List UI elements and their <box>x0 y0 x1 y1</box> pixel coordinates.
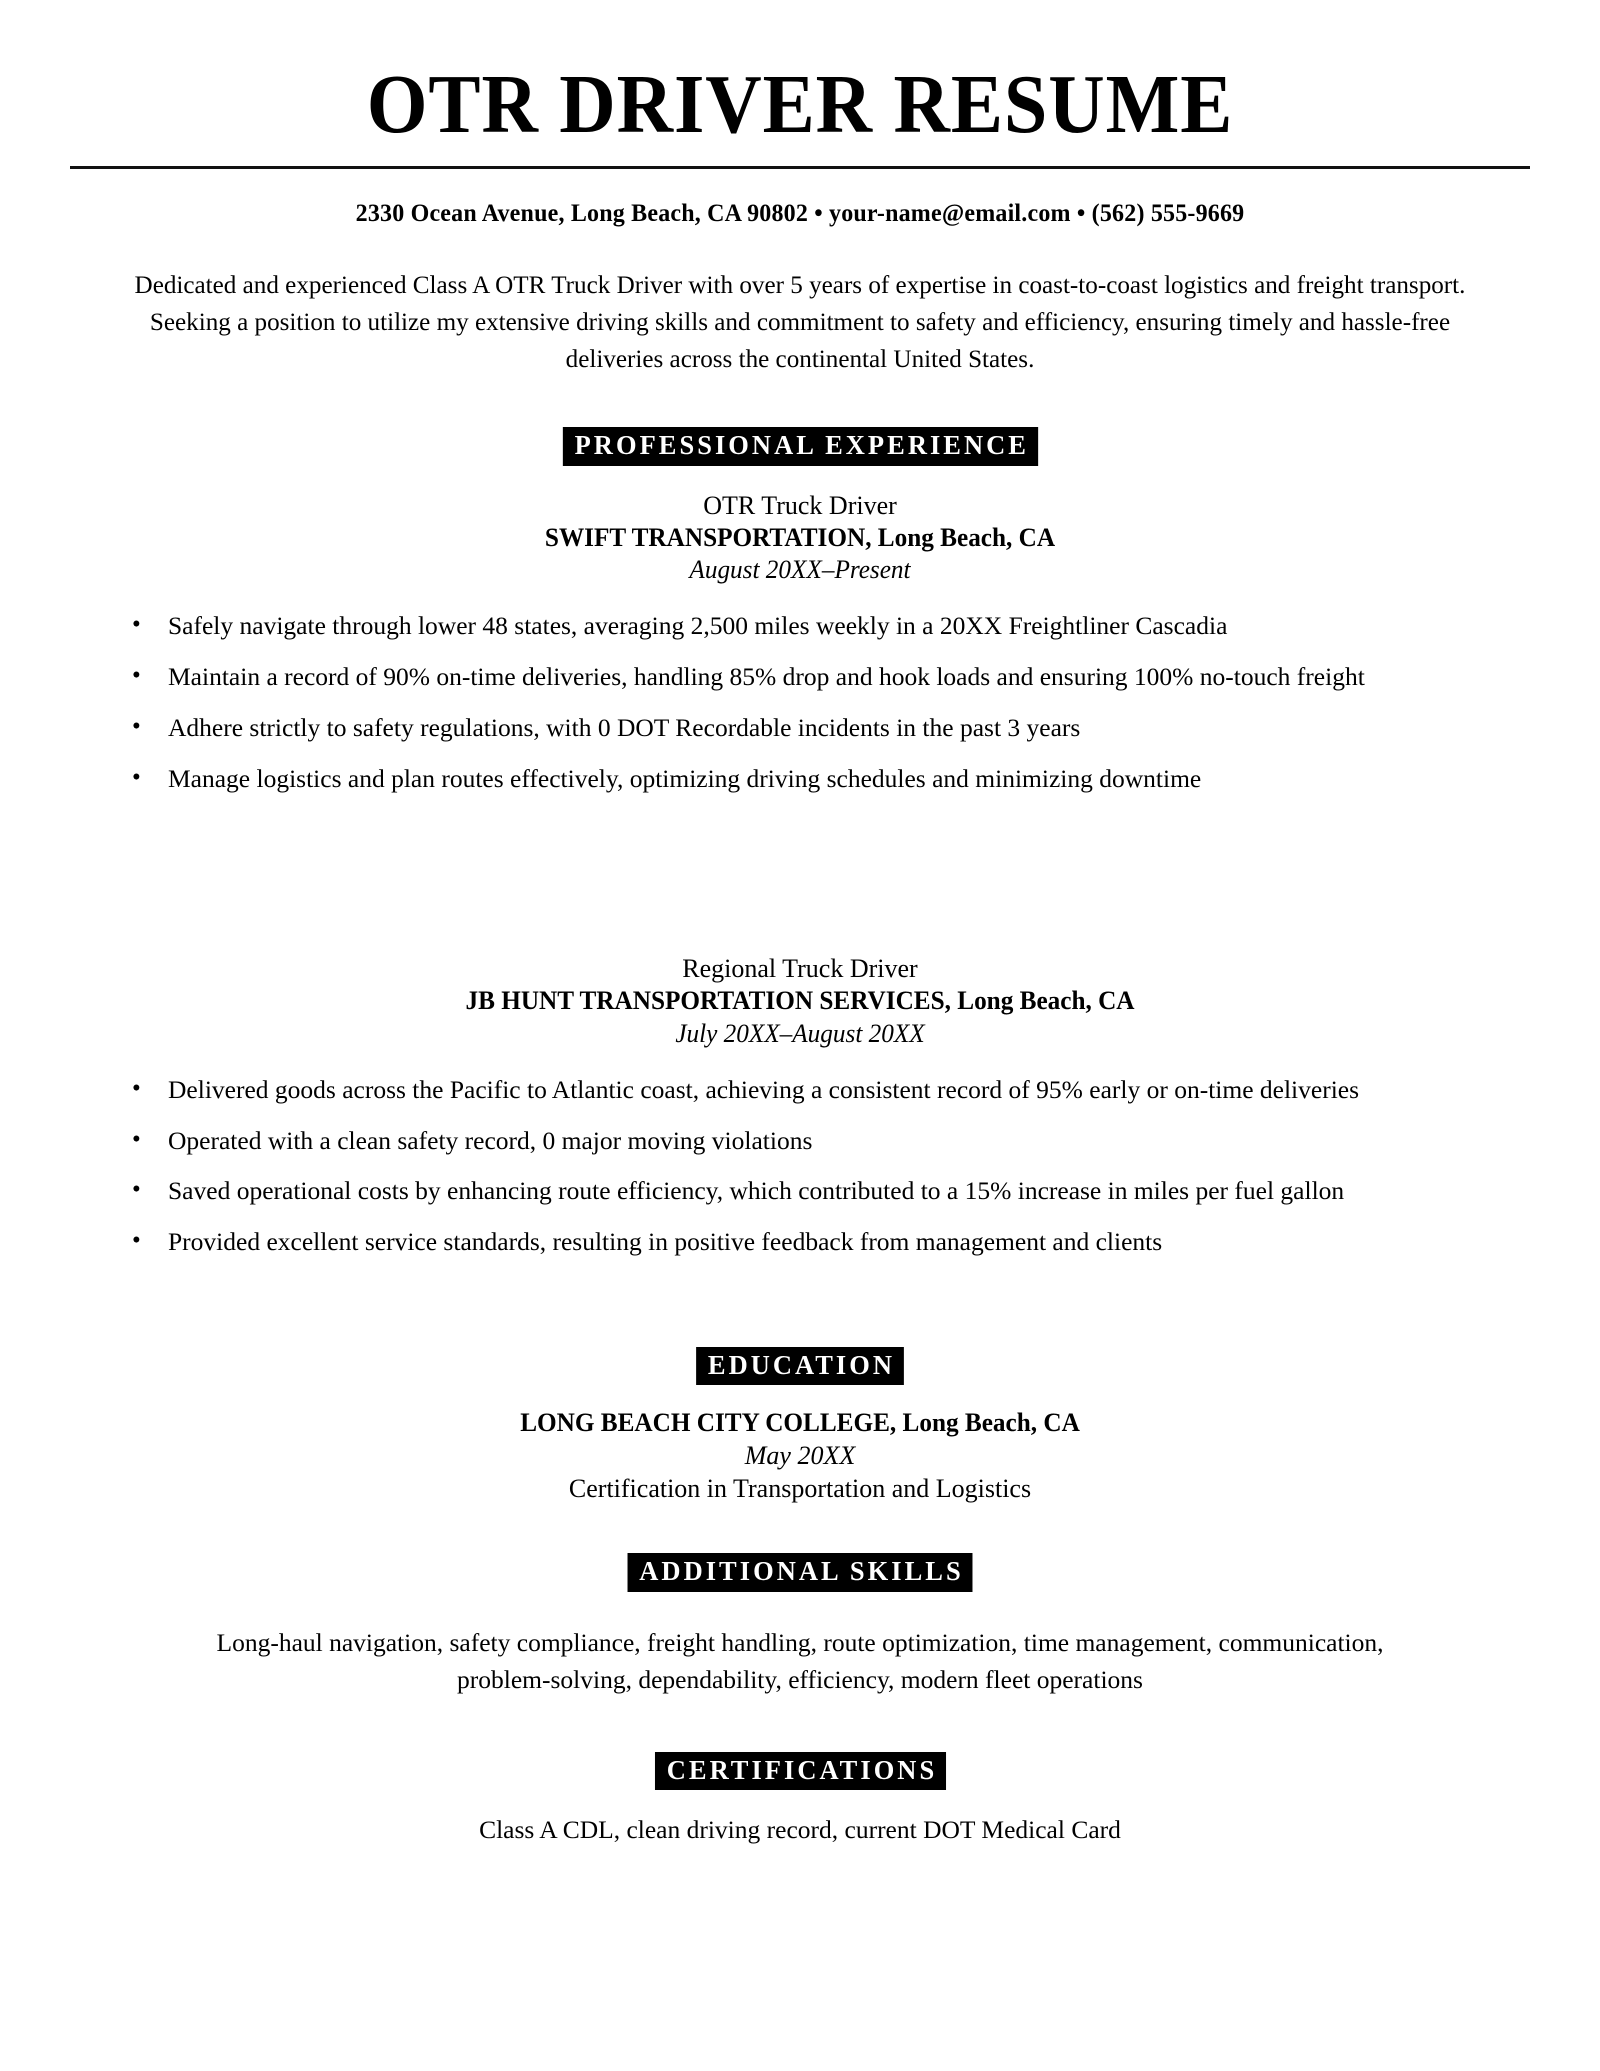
section-education <box>70 1347 1530 1385</box>
list-item: • Provided excellent service standards, resulting in positive feedback from management and clients <box>70 1224 1530 1261</box>
page-title: OTR DRIVER RESUME <box>366 58 1234 151</box>
education-date: May 20XX <box>744 1440 856 1470</box>
education-school: LONG BEACH CITY COLLEGE, Long Beach, CA <box>520 1408 1080 1438</box>
job-entry-2 <box>70 953 1530 1050</box>
list-item: • Maintain a record of 90% on-time deliveries, handling 85% drop and hook loads and ensuring 100% no-touch freight <box>70 659 1530 696</box>
job-bullets-2 <box>70 1072 1530 1261</box>
list-item: • Safely navigate through lower 48 states, averaging 2,500 miles weekly in a 20XX Freightliner Cascadia <box>70 608 1530 645</box>
job-company: JB HUNT TRANSPORTATION SERVICES, Long Beach, CA <box>465 986 1135 1016</box>
job-bullets-1 <box>70 608 1530 797</box>
list-item: • Adhere strictly to safety regulations, with 0 DOT Recordable incidents in the past 3 years <box>70 710 1530 747</box>
section-heading-experience: PROFESSIONAL EXPERIENCE <box>563 427 1038 465</box>
education-credential: Certification in Transportation and Logistics <box>568 1473 1032 1503</box>
list-item: • Operated with a clean safety record, 0 major moving violations <box>70 1123 1530 1160</box>
certifications-text: Class A CDL, clean driving record, current DOT Medical Card <box>479 1815 1121 1845</box>
list-item: • Saved operational costs by enhancing route efficiency, which contributed to a 15% increase in miles per fuel gallon <box>70 1173 1530 1210</box>
professional-summary: Dedicated and experienced Class A OTR Truck Driver with over 5 years of expertise in coast-to-coast logistics and freight transport. Seeking a position to utilize my extensive driving skills and commitment to safety and efficiency, ensuring timely and hassle-free deliveries across the continental United States. <box>134 269 1466 374</box>
education-entry <box>70 1407 1530 1505</box>
job-title: OTR Truck Driver <box>703 490 897 520</box>
job-entry-1 <box>70 490 1530 587</box>
skills-text: Long-haul navigation, safety compliance, freight handling, route optimization, time management, communication, problem-solving, dependability, efficiency, modern fleet operations <box>216 1627 1384 1694</box>
job-company: SWIFT TRANSPORTATION, Long Beach, CA <box>544 522 1056 552</box>
section-certifications <box>70 1752 1530 1790</box>
job-spacer <box>70 811 1530 929</box>
section-heading-certifications: CERTIFICATIONS <box>654 1752 945 1790</box>
job-dates: August 20XX–Present <box>689 555 911 585</box>
job-dates: July 20XX–August 20XX <box>675 1018 925 1048</box>
list-item: • Manage logistics and plan routes effectively, optimizing driving schedules and minimizing downtime <box>70 761 1530 798</box>
section-heading-skills: ADDITIONAL SKILLS <box>627 1553 972 1591</box>
section-experience <box>70 427 1530 465</box>
section-heading-education: EDUCATION <box>696 1347 904 1385</box>
section-skills <box>70 1553 1530 1591</box>
list-item: • Delivered goods across the Pacific to Atlantic coast, achieving a consistent record of 95% early or on-time deliveries <box>70 1072 1530 1109</box>
title-divider <box>70 166 1530 169</box>
job-title: Regional Truck Driver <box>682 954 918 984</box>
contact-line: 2330 Ocean Avenue, Long Beach, CA 90802 • your-name@email.com • (562) 555-9669 <box>355 199 1245 227</box>
